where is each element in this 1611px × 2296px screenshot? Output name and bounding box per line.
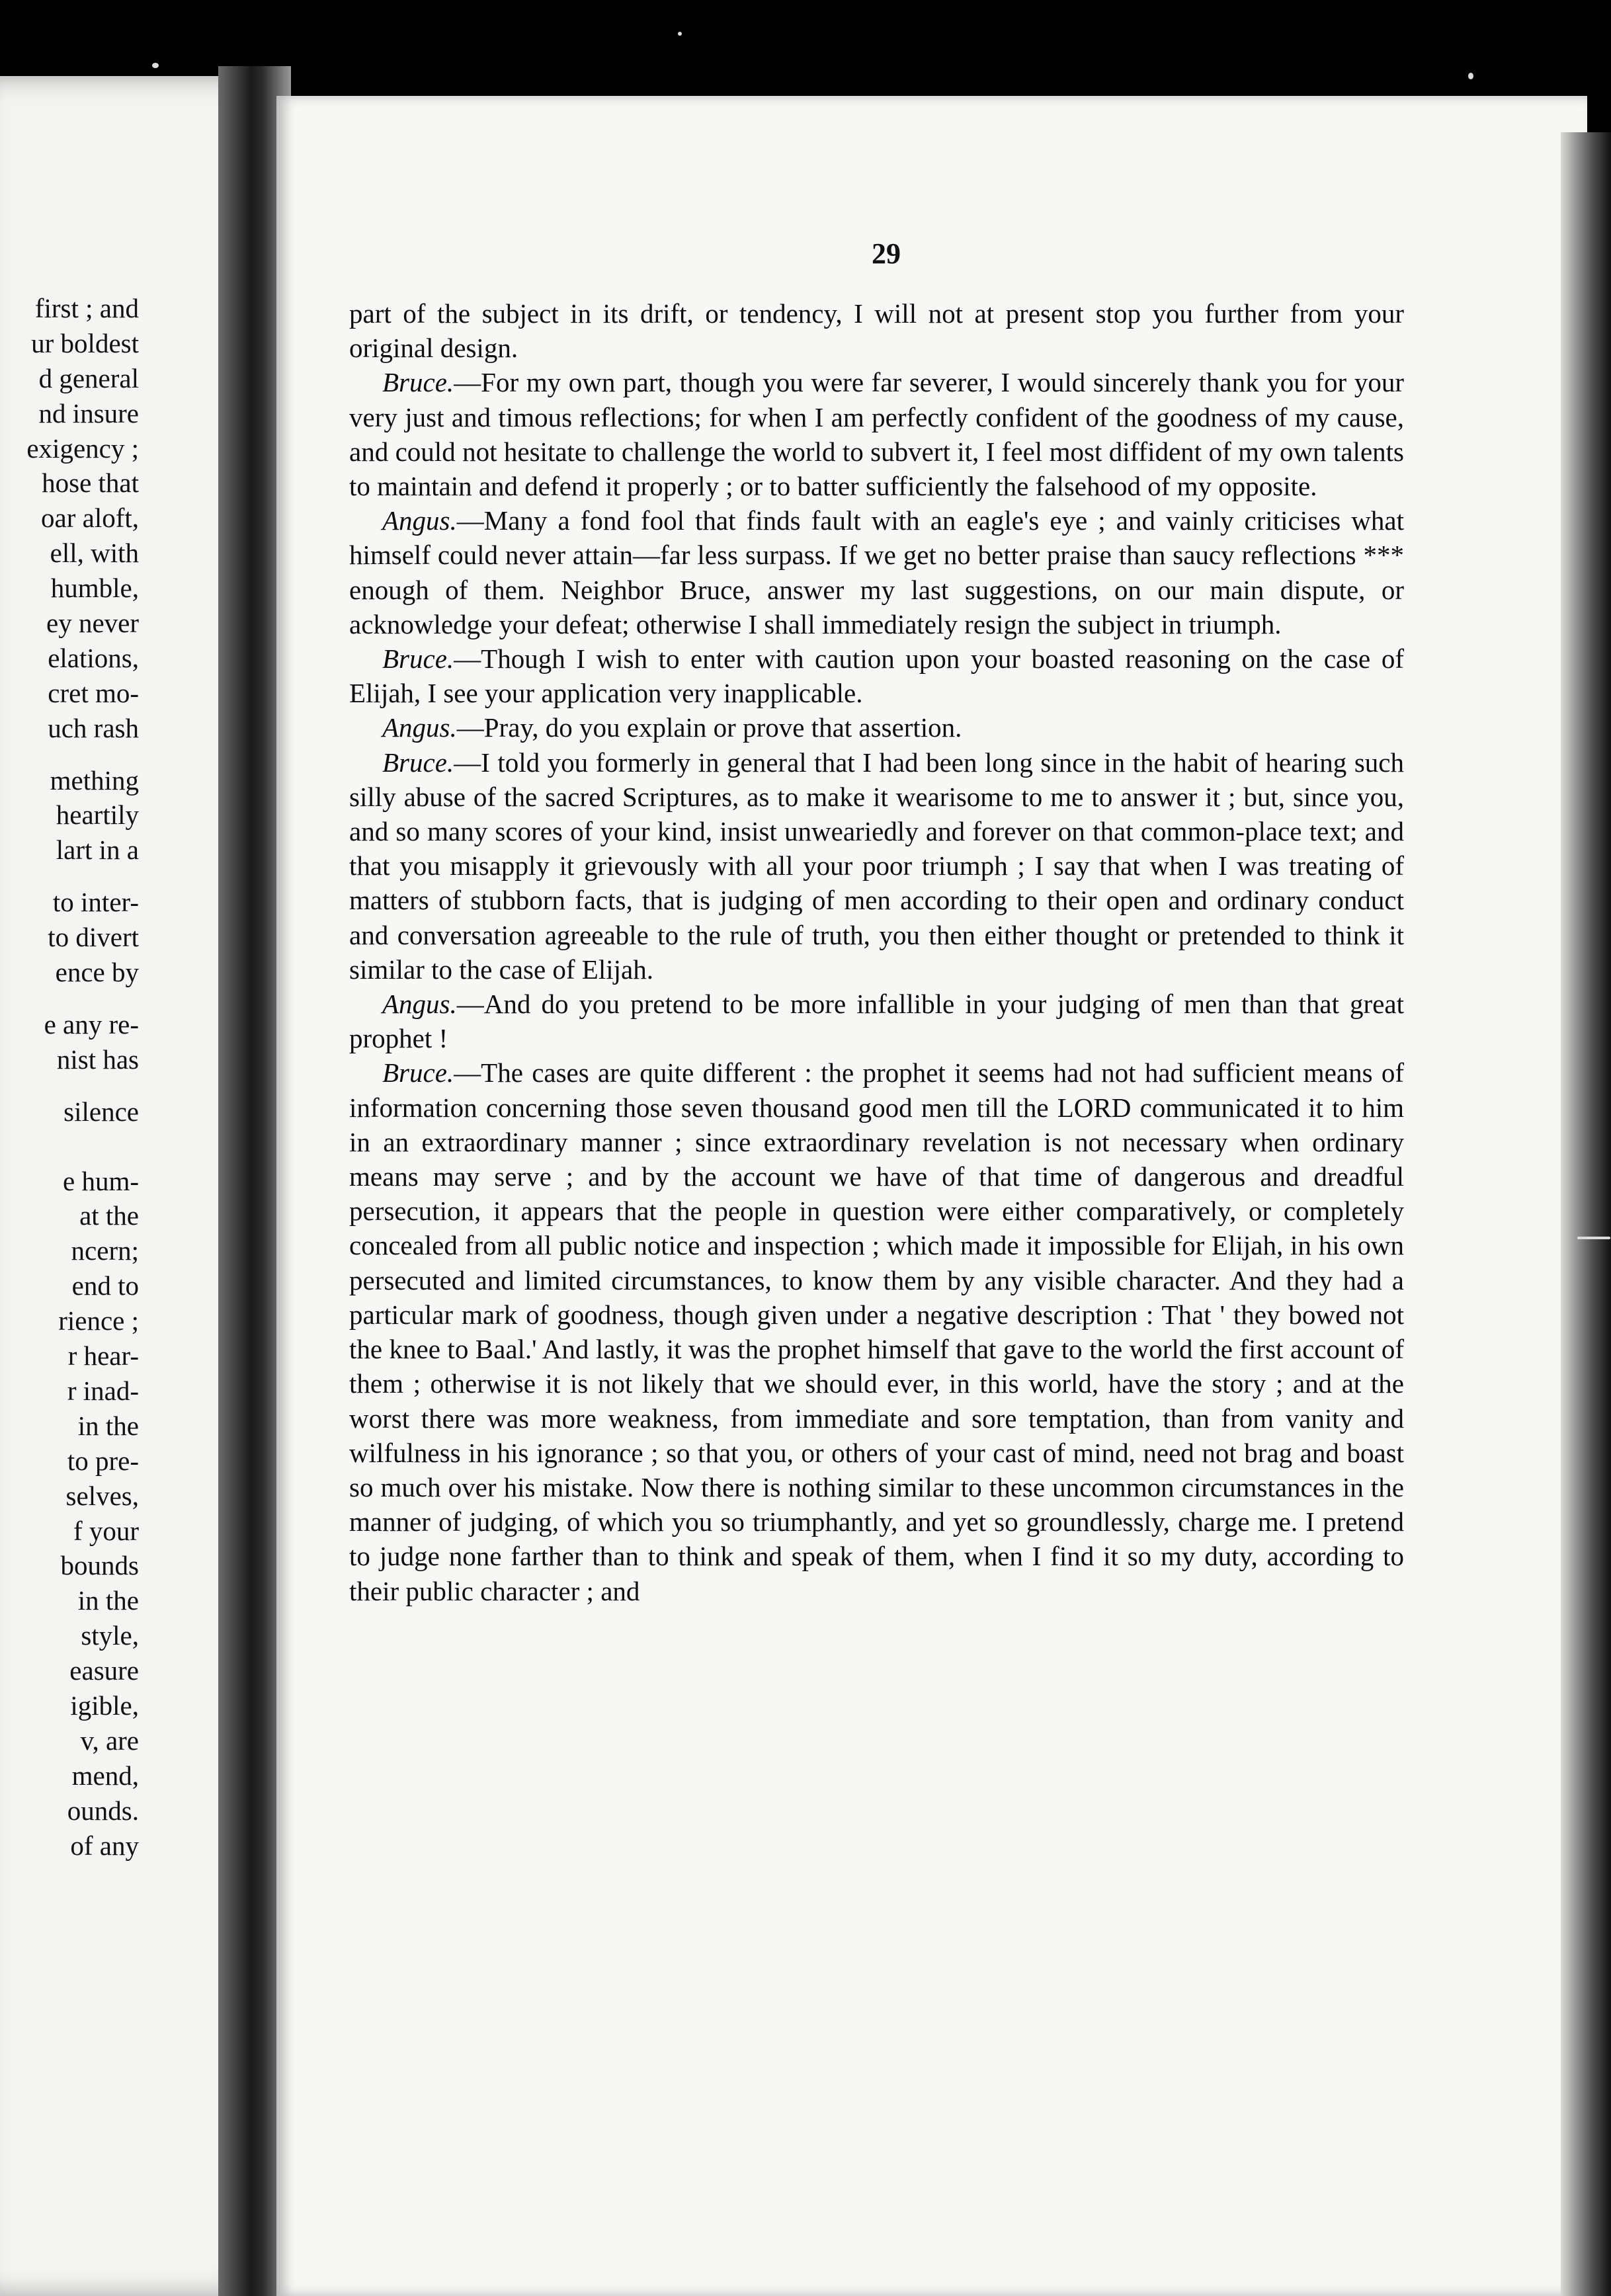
speaker-name: Angus. — [382, 712, 457, 743]
left-page-line: elations, — [48, 642, 139, 673]
speaker-name: Angus. — [382, 505, 457, 536]
left-page-line — [0, 1147, 139, 1164]
left-page-line — [0, 990, 139, 1007]
left-page-line: selves, — [65, 1480, 139, 1511]
scan-speck — [1468, 73, 1473, 79]
speaker-name: Bruce. — [382, 1057, 454, 1088]
paragraph-text: —And do you pretend to be more infallible in your judging of men than that great prophet ! — [349, 989, 1404, 1054]
left-page-line: nist has — [56, 1044, 139, 1075]
paragraph-text: part of the subject in its drift, or tendency, I will not at present stop you further from your original design. — [349, 298, 1404, 364]
left-page-line: r hear- — [67, 1340, 139, 1372]
speaker-name: Bruce. — [382, 747, 454, 778]
left-page-line: to divert — [48, 922, 139, 953]
left-page-line: of any — [70, 1830, 139, 1861]
left-page-line: r inad- — [67, 1375, 139, 1406]
left-page-line: e any re- — [44, 1008, 139, 1040]
left-page-line: ncern; — [71, 1235, 139, 1266]
paragraph-text: —Many a fond fool that finds fault with an eagle's eye ; and vainly criticises what himself could never attain—far less surpass. If we get no better praise than saucy reflections *** enough of them. Neighbor Bruce, answer my last suggestions, on our main dispute, or acknowledge your defeat; otherwise I shall immediately resign the subject in triumph. — [349, 505, 1404, 639]
dialogue-paragraph — [349, 710, 1404, 745]
left-page-line: oar aloft, — [41, 503, 139, 534]
left-page-line: ounds. — [67, 1795, 139, 1826]
left-page-line: hose that — [42, 468, 139, 499]
left-page-line: style, — [81, 1620, 139, 1651]
left-page-line: uch rash — [48, 712, 139, 743]
scan-speck — [1577, 1237, 1610, 1239]
dialogue-paragraph — [349, 641, 1404, 710]
left-page-line: to inter- — [52, 887, 139, 918]
left-page-line: ur boldest — [31, 327, 139, 358]
left-page-line: e hum- — [63, 1165, 139, 1196]
left-page-line — [0, 1077, 139, 1094]
left-page-text-fragments — [0, 291, 139, 1863]
page-number: 29 — [872, 237, 901, 270]
dialogue-paragraph — [349, 296, 1404, 365]
left-page-line: easure — [69, 1655, 139, 1686]
paragraph-text: —Though I wish to enter with caution upon your boasted reasoning on the case of Elijah, I see your application very inapplicable. — [349, 643, 1404, 709]
left-page-line — [0, 746, 139, 763]
left-page-line: end to — [71, 1270, 139, 1301]
paragraph-text: —Pray, do you explain or prove that assertion. — [456, 712, 962, 743]
dialogue-paragraph — [349, 503, 1404, 641]
speaker-name: Bruce. — [382, 643, 454, 675]
left-page-line — [0, 1129, 139, 1147]
page-edge-shadow — [1561, 132, 1611, 2296]
left-page-line: d general — [38, 362, 139, 393]
left-page-line: ell, with — [50, 538, 139, 569]
speaker-name: Bruce. — [382, 367, 454, 398]
left-page-line: humble, — [50, 573, 139, 604]
left-page-line: lart in a — [56, 835, 139, 866]
left-page-line: ey never — [46, 608, 139, 639]
left-page-line: rience ; — [58, 1305, 139, 1336]
left-page-line: in the — [77, 1585, 139, 1616]
left-page-line: bounds — [60, 1550, 139, 1581]
left-page-line: cret mo- — [48, 677, 139, 708]
left-page-line: in the — [77, 1410, 139, 1441]
speaker-name: Angus. — [382, 989, 457, 1020]
left-page-line: mething — [50, 764, 139, 796]
left-page-line: igible, — [70, 1690, 139, 1721]
dialogue-paragraph — [349, 987, 1404, 1055]
left-page-line: f your — [73, 1515, 139, 1546]
left-page-line: v, are — [80, 1725, 139, 1756]
left-page-line: heartily — [56, 800, 139, 831]
left-page-line — [0, 868, 139, 885]
left-page-line: silence — [63, 1096, 139, 1127]
left-page-line: to pre- — [67, 1445, 139, 1476]
dialogue-paragraph — [349, 365, 1404, 503]
left-page-line: mend, — [71, 1760, 139, 1791]
page-body-text — [349, 296, 1404, 1608]
left-page-line: first ; and — [34, 293, 139, 323]
paragraph-text: —I told you formerly in general that I had been long since in the habit of hearing such silly abuse of the sacred Scriptures, as to make it wearisome to me to answer it ; but, since you, and so many scores of your kind, insist unweariedly and forever on that common-place text; and that you misapply it grievously with all your poor triumph ; I say that when I was treating of matters of stubborn facts, that is judging of men according to their open and ordinary conduct and conversation agreeable to the rule of truth, you then either thought or pretended to think it similar to the case of Elijah. — [349, 747, 1404, 985]
paragraph-text: —For my own part, though you were far severer, I would sincerely thank you for your very just and timous reflections; for when I am perfectly confident of the goodness of my cause, and could not hesitate to challenge the world to subvert it, I feel most diffident of my own talents to maintain and defend it properly ; or to batter sufficiently the falsehood of my opposite. — [349, 367, 1404, 502]
left-page-line: ence by — [55, 957, 139, 988]
left-page-line: nd insure — [38, 397, 139, 429]
left-page-line: at the — [79, 1200, 139, 1231]
scan-speck — [152, 63, 159, 68]
paragraph-text: —The cases are quite different : the prophet it seems had not had sufficient means of information concerning those seven thousand good men till the LORD communicated it to him in an extraordinary manner ; since extraordinary revelation is not necessary when ordinary means may serve ; and by the account we have of that time of dangerous and dreadful persecution, it appears that the people in question were either comparatively, or completely concealed from all public notice and inspection ; which made it impossible for Elijah, in his own persecuted and limited circumstances, to know them by any visible character. And they had a particular mark of goodness, though given under a negative description : That ' they bowed not the knee to Baal.' And lastly, it was the prophet himself that gave to the world the first account of them ; otherwise it is not likely that we should ever, in this world, have the story ; and at the worst there was more weakness, from immediate and sore temptation, than from vanity and wilfulness in his ignorance ; so that you, or others of your cast of mind, need not brag and boast so much over his mistake. Now there is nothing similar to these uncommon circumstances in the manner of judging, of which you so triumphantly, and yet so groundlessly, charge me. I pretend to judge none farther than to think and speak of them, when I find it so my duty, according to their public character ; and — [349, 1057, 1404, 1606]
left-page-line: exigency ; — [26, 432, 139, 464]
scan-speck — [678, 32, 682, 36]
dialogue-paragraph — [349, 745, 1404, 987]
dialogue-paragraph — [349, 1055, 1404, 1608]
